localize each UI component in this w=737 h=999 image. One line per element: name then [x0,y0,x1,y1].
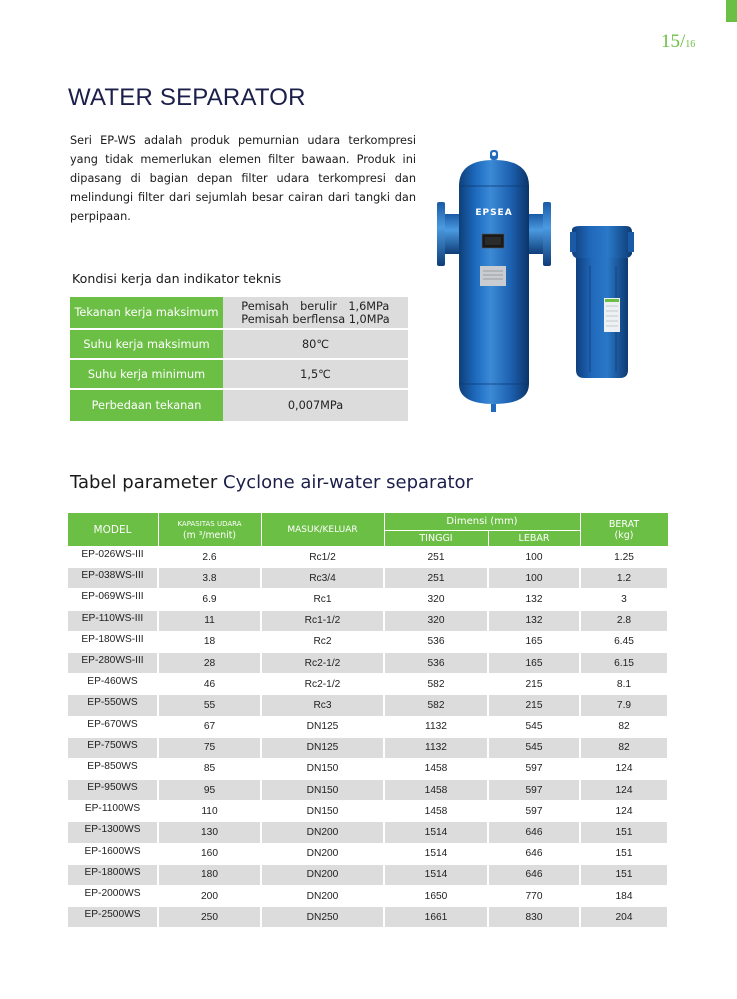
cell-lebar: 770 [488,886,580,907]
condition-value-text: Pemisah berflensa 1,0MPa [241,312,390,326]
page-separator: / [680,31,686,52]
table-row [67,907,668,928]
cell-masuk: DN125 [261,737,384,758]
cell-tinggi: 1514 [384,822,488,843]
cell-lebar: 646 [488,864,580,885]
cell-masuk: DN150 [261,780,384,801]
cell-berat: 124 [580,801,668,822]
table-row [67,589,668,610]
cell-tinggi: 251 [384,547,488,568]
parameter-table-body [67,547,668,928]
cell-kapasitas: 2.6 [158,547,261,568]
cell-lebar: 100 [488,568,580,589]
cell-tinggi: 536 [384,631,488,652]
cell-lebar: 646 [488,843,580,864]
column-header-berat-unit: (kg) [614,529,634,541]
cell-tinggi: 1458 [384,801,488,822]
cell-kapasitas: 11 [158,610,261,631]
table-row [67,801,668,822]
cell-masuk: DN200 [261,843,384,864]
cell-model: EP-038WS-III [67,568,158,589]
cell-lebar: 830 [488,907,580,928]
cell-tinggi: 582 [384,695,488,716]
cell-masuk: Rc2 [261,631,384,652]
table-row [67,547,668,568]
small-separator-housing [570,226,634,378]
cell-berat: 6.45 [580,631,668,652]
cell-berat: 82 [580,737,668,758]
cell-masuk: DN200 [261,822,384,843]
cell-lebar: 597 [488,780,580,801]
conditions-row [70,329,408,359]
page-title: WATER SEPARATOR [68,84,306,111]
parameter-table [66,512,669,928]
cell-berat: 82 [580,716,668,737]
parameter-heading-sub: Cyclone air-water separator [223,472,473,493]
cell-berat: 184 [580,886,668,907]
cell-berat: 151 [580,864,668,885]
cell-masuk: DN150 [261,801,384,822]
condition-value [223,297,408,329]
cell-tinggi: 1650 [384,886,488,907]
cell-masuk: Rc2-1/2 [261,674,384,695]
cell-kapasitas: 180 [158,864,261,885]
cell-model: EP-670WS [67,716,158,737]
table-row [67,737,668,758]
cell-kapasitas: 250 [158,907,261,928]
column-header-lebar: LEBAR [488,531,580,547]
cell-lebar: 646 [488,822,580,843]
cell-model: EP-026WS-III [67,547,158,568]
cell-berat: 124 [580,780,668,801]
column-header-kapasitas [158,513,261,547]
cell-tinggi: 251 [384,568,488,589]
cell-berat: 1.2 [580,568,668,589]
cell-model: EP-2500WS [67,907,158,928]
cell-berat: 6.15 [580,652,668,673]
table-row [67,568,668,589]
cell-masuk: DN250 [261,907,384,928]
page-edge-tab [726,0,737,22]
condition-label: Suhu kerja minimum [70,359,223,389]
condition-value-text: 1,6MPa [348,299,390,313]
cell-tinggi: 1514 [384,864,488,885]
cell-model: EP-1100WS [67,801,158,822]
condition-label: Tekanan kerja maksimum [70,297,223,329]
table-row [67,822,668,843]
cell-model: EP-1600WS [67,843,158,864]
cell-tinggi: 1132 [384,737,488,758]
cell-berat: 204 [580,907,668,928]
cell-tinggi: 1458 [384,758,488,779]
cell-kapasitas: 130 [158,822,261,843]
cell-masuk: Rc3/4 [261,568,384,589]
brand-logo: EPSEA [475,208,513,218]
cell-kapasitas: 95 [158,780,261,801]
cell-berat: 8.1 [580,674,668,695]
cell-kapasitas: 110 [158,801,261,822]
cell-masuk: Rc2-1/2 [261,652,384,673]
cell-lebar: 132 [488,610,580,631]
cell-kapasitas: 67 [158,716,261,737]
cell-lebar: 545 [488,737,580,758]
large-separator-tank [437,150,551,412]
cell-lebar: 545 [488,716,580,737]
conditions-row [70,297,408,329]
column-header-dimensi: Dimensi (mm) [384,513,580,531]
cell-berat: 151 [580,822,668,843]
cell-masuk: Rc1/2 [261,547,384,568]
column-header-berat [580,513,668,547]
cell-kapasitas: 200 [158,886,261,907]
column-header-kapasitas-unit: (m ³/menit) [182,529,237,541]
condition-label: Suhu kerja maksimum [70,329,223,359]
cell-berat: 2.8 [580,610,668,631]
condition-label: Perbedaan tekanan [70,389,223,421]
column-header-tinggi: TINGGI [384,531,488,547]
cell-model: EP-180WS-III [67,631,158,652]
parameter-table-heading [70,472,473,493]
cell-masuk: DN200 [261,886,384,907]
cell-tinggi: 536 [384,652,488,673]
condition-value: 80℃ [223,329,408,359]
cell-lebar: 597 [488,758,580,779]
condition-value: 0,007MPa [223,389,408,421]
cell-berat: 151 [580,843,668,864]
cell-tinggi: 320 [384,610,488,631]
cell-model: EP-110WS-III [67,610,158,631]
condition-value-text: berulir [300,299,337,313]
cell-berat: 7.9 [580,695,668,716]
cell-lebar: 100 [488,547,580,568]
table-header-row [67,513,668,531]
page-current: 15 [661,31,680,52]
cell-tinggi: 582 [384,674,488,695]
cell-masuk: Rc3 [261,695,384,716]
cell-kapasitas: 46 [158,674,261,695]
condition-value-text: Pemisah [241,299,289,313]
cell-masuk: Rc1-1/2 [261,610,384,631]
cell-masuk: Rc1 [261,589,384,610]
cell-model: EP-069WS-III [67,589,158,610]
conditions-table [70,297,408,421]
cell-model: EP-1800WS [67,864,158,885]
cell-lebar: 215 [488,695,580,716]
cell-berat: 3 [580,589,668,610]
cell-lebar: 215 [488,674,580,695]
cell-lebar: 165 [488,652,580,673]
cell-lebar: 597 [488,801,580,822]
conditions-heading: Kondisi kerja dan indikator teknis [72,271,282,286]
table-row [67,843,668,864]
cell-kapasitas: 85 [158,758,261,779]
cell-lebar: 132 [488,589,580,610]
condition-value: 1,5℃ [223,359,408,389]
column-header-kapasitas-label: KAPASITAS UDARA [177,519,242,528]
table-row [67,610,668,631]
cell-model: EP-280WS-III [67,652,158,673]
product-image [430,146,645,414]
cell-model: EP-750WS [67,737,158,758]
cell-kapasitas: 6.9 [158,589,261,610]
table-row [67,758,668,779]
intro-paragraph: Seri EP-WS adalah produk pemurnian udara terkompresi yang tidak memerlukan elemen filter bawaan. Produk ini dipasang di bagian depan filter udara terkompresi dan melindungi filter dari sejumlah besar cairan dari tangki dan perpipaan. [70,134,416,223]
page-total: 16 [685,39,696,50]
cell-lebar: 165 [488,631,580,652]
parameter-heading-main: Tabel parameter [70,472,218,493]
table-row [67,631,668,652]
cell-kapasitas: 28 [158,652,261,673]
page-number [661,31,695,53]
cell-kapasitas: 75 [158,737,261,758]
cell-model: EP-950WS [67,780,158,801]
cell-tinggi: 1514 [384,843,488,864]
cell-tinggi: 320 [384,589,488,610]
table-row [67,886,668,907]
conditions-row [70,389,408,421]
cell-model: EP-2000WS [67,886,158,907]
cell-kapasitas: 160 [158,843,261,864]
cell-kapasitas: 3.8 [158,568,261,589]
cell-masuk: DN200 [261,864,384,885]
cell-model: EP-1300WS [67,822,158,843]
column-header-berat-label: BERAT [608,518,640,530]
cell-model: EP-550WS [67,695,158,716]
cell-masuk: DN150 [261,758,384,779]
cell-kapasitas: 55 [158,695,261,716]
cell-kapasitas: 18 [158,631,261,652]
table-row [67,864,668,885]
cell-model: EP-850WS [67,758,158,779]
table-row [67,780,668,801]
table-row [67,716,668,737]
cell-berat: 124 [580,758,668,779]
table-row [67,695,668,716]
cell-berat: 1.25 [580,547,668,568]
cell-model: EP-460WS [67,674,158,695]
column-header-model: MODEL [67,513,158,547]
column-header-masuk-keluar: MASUK/KELUAR [261,513,384,547]
table-row [67,674,668,695]
table-row [67,652,668,673]
cell-tinggi: 1132 [384,716,488,737]
cell-tinggi: 1458 [384,780,488,801]
cell-tinggi: 1661 [384,907,488,928]
conditions-row [70,359,408,389]
cell-masuk: DN125 [261,716,384,737]
